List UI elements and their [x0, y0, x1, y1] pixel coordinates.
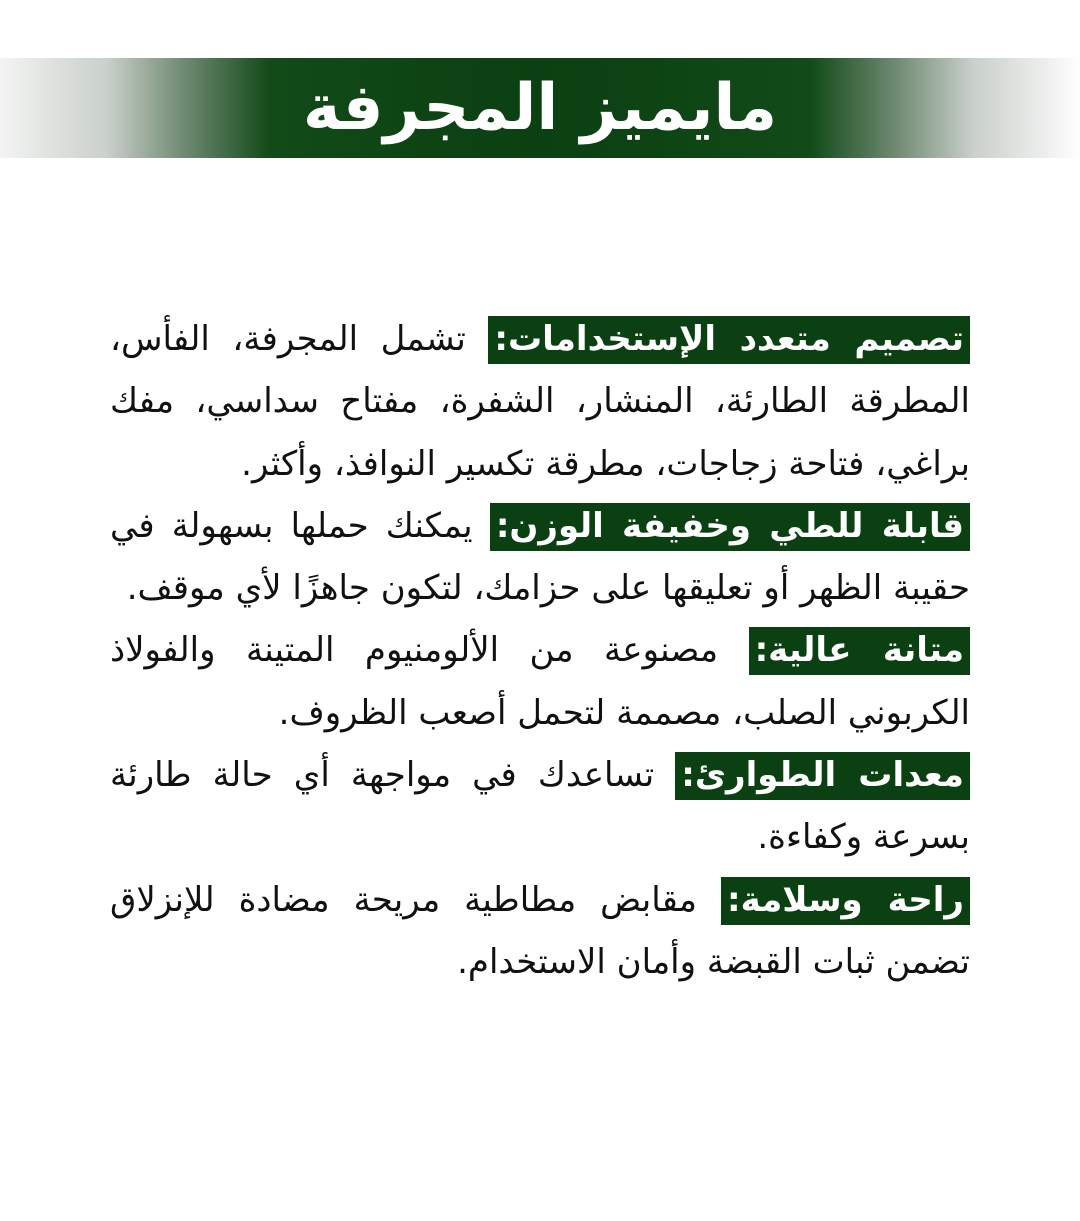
feature-title: راحة وسلامة:: [721, 877, 970, 925]
feature-text: تشمل المجرفة، الفأس، المطرقة الطارئة، المنشار، الشفرة، مفتاح سداسي، مفك براغي، فتاحة زجاجات، مطرقة تكسير النوافذ، وأكثر.: [110, 319, 970, 484]
feature-foldable: [110, 495, 970, 620]
feature-text: تساعدك في مواجهة أي حالة طارئة بسرعة وكفاءة.: [110, 755, 970, 858]
feature-title: تصميم متعدد الإستخدامات:: [488, 316, 970, 364]
feature-emergency: [110, 744, 970, 869]
feature-text: مصنوعة من الألومنيوم المتينة والفولاذ الكربوني الصلب، مصممة لتحمل أصعب الظروف.: [110, 630, 970, 733]
feature-durability: [110, 619, 970, 744]
feature-title: قابلة للطي وخفيفة الوزن:: [490, 503, 970, 551]
feature-multi-use: [110, 308, 970, 495]
page-title: مايميز المجرفة: [302, 71, 778, 145]
feature-title: متانة عالية:: [749, 627, 970, 675]
feature-title: معدات الطوارئ:: [675, 752, 970, 800]
feature-text: يمكنك حملها بسهولة في حقيبة الظهر أو تعليقها على حزامك، لتكون جاهزًا لأي موقف.: [110, 505, 970, 609]
feature-comfort-safety: [110, 869, 970, 994]
title-banner: [0, 58, 1080, 158]
feature-text: مقابض مطاطية مريحة مضادة للإنزلاق تضمن ثبات القبضة وأمان الاستخدام.: [110, 879, 970, 982]
features-list: [110, 308, 970, 993]
